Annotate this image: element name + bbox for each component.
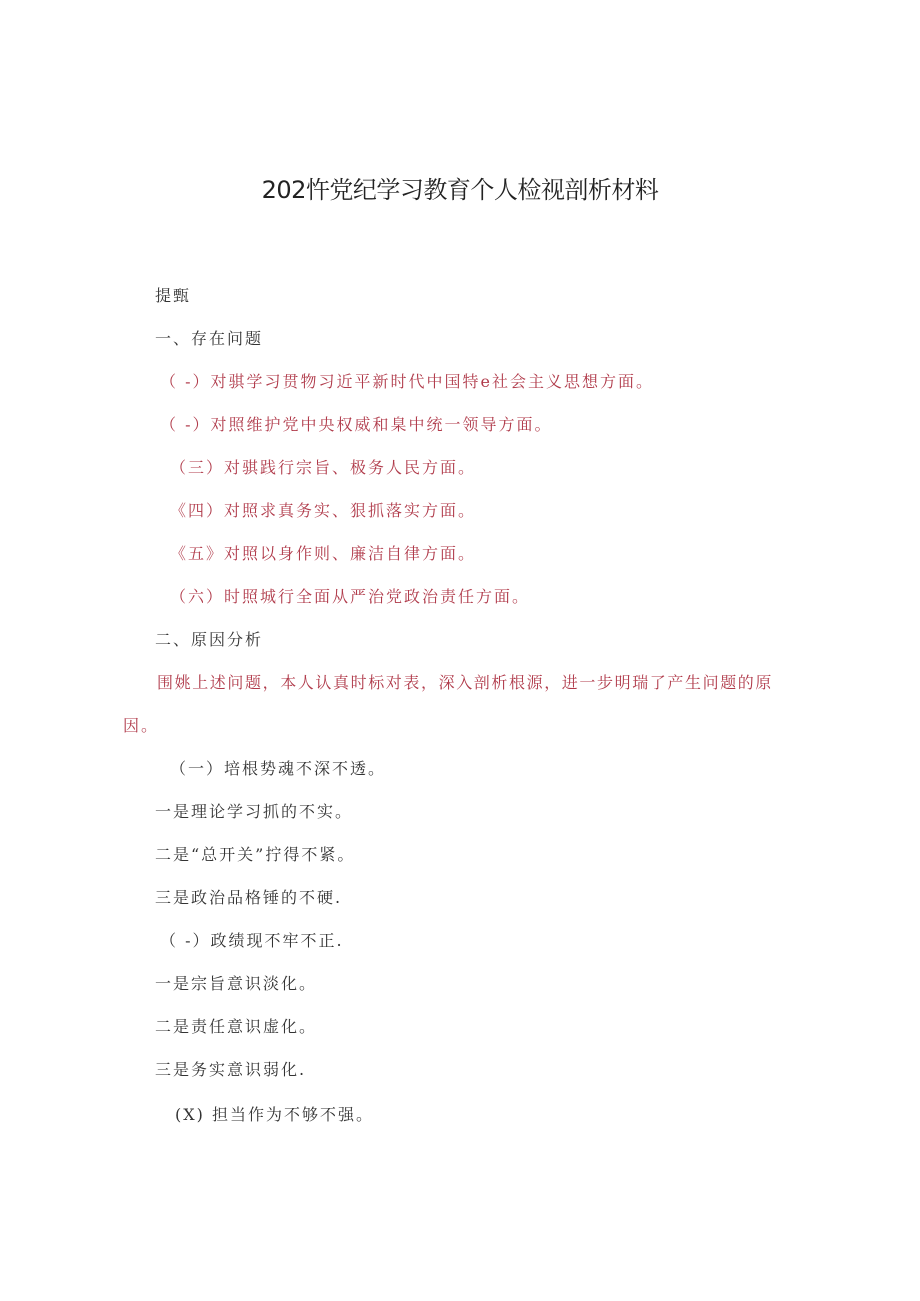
cause-item: 二是责任意识虚化。 <box>155 1017 318 1036</box>
problem-item: （三）对骐践行宗旨、极务人民方面。 <box>170 458 477 477</box>
body-paragraph-continuation: 因。 <box>123 716 160 735</box>
problem-item: （ -）对骐学习贯物习近平新时代中国特e社会主义思想方面。 <box>160 372 654 391</box>
cause-item: 一是理论学习抓的不实。 <box>155 802 354 821</box>
summary-heading: 提甄 <box>155 286 192 305</box>
cause-item: 一是宗旨意识淡化。 <box>155 974 318 993</box>
problem-item: 《四）对照求真务实、狠抓落实方面。 <box>170 501 477 520</box>
problem-item: （ -）对照维护党中央权威和臬中统一领导方面。 <box>160 415 553 434</box>
document-title: 202忤党纪学习教育个人检视剖析材料 <box>261 176 659 204</box>
cause-item: 三是务实意识弱化. <box>155 1060 307 1079</box>
cause-item: 三是政治品格锤的不硬. <box>155 888 343 907</box>
body-paragraph: 围姚上述问题，本人认真时标对表，深入剖析根源，进一步明瑞了产生问题的原 <box>157 673 774 692</box>
problem-item: （六）时照城行全面从严治党政治责任方面。 <box>170 587 531 606</box>
cause-heading: (X) 担当作为不够不强。 <box>175 1105 374 1124</box>
section-heading-problems: 一、存在问题 <box>155 329 264 348</box>
cause-item: 二是“总开关”拧得不紧。 <box>155 845 356 864</box>
cause-heading: （一）培根势魂不深不透。 <box>170 759 387 778</box>
section-heading-causes: 二、原因分析 <box>155 630 264 649</box>
problem-item: 《五》对照以身作则、廉洁自律方面。 <box>170 544 477 563</box>
cause-heading: （ -）政绩现不牢不正. <box>160 931 344 950</box>
